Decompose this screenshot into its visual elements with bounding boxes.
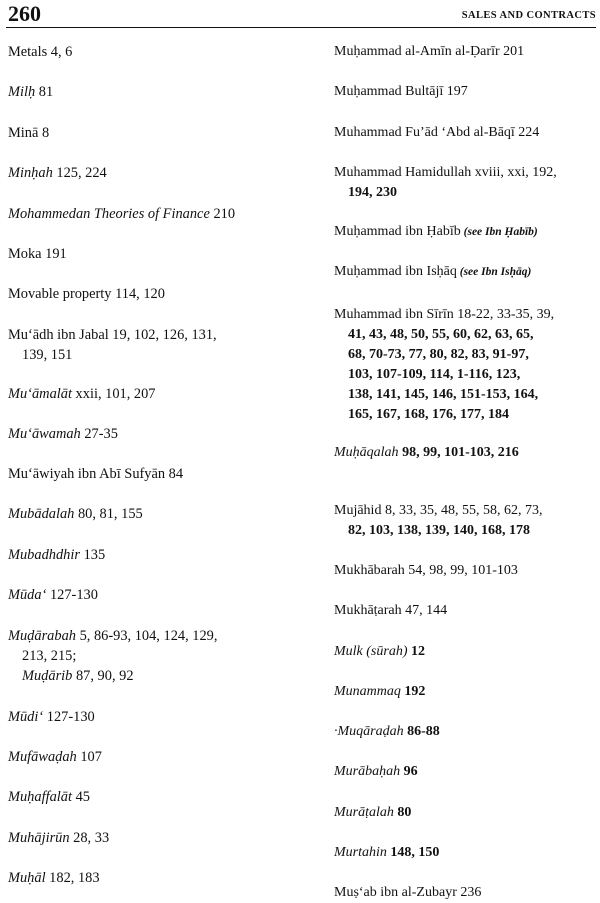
index-entry — [8, 325, 308, 365]
index-term: Muḥāqalah — [334, 445, 399, 460]
index-entry — [334, 722, 596, 742]
index-pages: 135 — [79, 547, 106, 563]
index-term: Mu‘āwiyah ibn Abī Sufyān 84 — [8, 466, 184, 482]
index-term: Murābaḥah — [334, 764, 401, 779]
index-entry — [334, 123, 596, 143]
page-header — [8, 2, 596, 28]
index-entry — [8, 504, 308, 524]
index-term: Muhammad Hamidullah xviii, xxi, 192, — [334, 165, 557, 180]
index-entry — [8, 626, 308, 686]
index-entry — [8, 284, 308, 304]
index-entry — [334, 222, 596, 242]
index-term: Muḥāl — [8, 870, 46, 886]
index-pages-continued: 68, 70-73, 77, 80, 82, 83, 91-97, — [348, 347, 529, 362]
index-pages-continued: 41, 43, 48, 50, 55, 60, 62, 63, 65, — [348, 327, 534, 342]
index-pages: 81 — [35, 84, 54, 100]
header-rule — [6, 27, 596, 28]
index-pages-continued: 103, 107-109, 114, 1-116, 123, — [348, 367, 521, 382]
index-term: Murāṭalah — [334, 805, 394, 820]
index-term: Muhammad Fu’ād ‘Abd al-Bāqī 224 — [334, 125, 540, 140]
index-entry — [8, 424, 308, 444]
index-term: Muḥammad Bultājī 197 — [334, 84, 468, 99]
index-term: Muhājirūn — [8, 830, 70, 846]
index-term: Minḥah — [8, 165, 53, 181]
index-pages: 86-88 — [403, 724, 440, 739]
index-term: Mujāhid 8, 33, 35, 48, 55, 58, 62, 73, — [334, 503, 543, 518]
index-entry — [334, 642, 596, 662]
index-term: Mūda‘ — [8, 587, 47, 603]
index-subentry: Muḍārib 87, 90, 92 — [22, 668, 134, 684]
index-pages: 96 — [400, 764, 418, 779]
index-pages: 148, 150 — [386, 845, 440, 860]
index-pages: 98, 99, 101-103, 216 — [398, 445, 519, 460]
index-entry — [8, 42, 308, 62]
index-pages: 12 — [407, 644, 425, 659]
index-entry — [334, 443, 596, 463]
index-term: Movable property 114, 120 — [8, 286, 165, 302]
index-pages: 5, 86-93, 104, 124, 129, — [75, 628, 218, 644]
index-entry — [8, 123, 308, 143]
index-pages-continued: 165, 167, 168, 176, 177, 184 — [348, 407, 509, 422]
index-pages: 127-130 — [43, 709, 95, 725]
index-term: Mūdi‘ — [8, 709, 44, 725]
cross-reference: (see Ibn Ḥabīb) — [460, 226, 538, 238]
index-entry — [334, 843, 596, 863]
index-term: Munammaq — [334, 684, 401, 699]
index-pages: 192 — [400, 684, 426, 699]
index-term: Moka 191 — [8, 246, 67, 262]
index-pages: 45 — [71, 789, 90, 805]
index-term: Mu‘āmalāt — [8, 386, 72, 402]
index-pages: 107 — [76, 749, 102, 765]
index-pages: 80 — [393, 805, 412, 820]
index-pages-continued: 194, 230 — [348, 185, 397, 200]
index-entry — [8, 707, 308, 727]
index-entry — [334, 305, 596, 425]
index-term: Muhammad ibn Sīrīn 18-22, 33-35, 39, — [334, 307, 555, 322]
index-entry — [334, 762, 596, 782]
index-term: Mu‘ādh ibn Jabal 19, 102, 126, 131, — [8, 327, 217, 343]
index-pages: 87, 90, 92 — [72, 668, 134, 684]
index-entry — [334, 561, 596, 581]
index-term: Murtahin — [334, 845, 387, 860]
cross-reference: (see Ibn Isḥāq) — [456, 266, 532, 278]
index-pages: 125, 224 — [52, 165, 107, 181]
index-pages-continued: 213, 215; — [22, 648, 77, 664]
index-entry — [8, 244, 308, 264]
index-term: Mohammedan Theories of Finance — [8, 206, 210, 222]
index-pages: 182, 183 — [45, 870, 100, 886]
index-entry — [8, 585, 308, 605]
index-entry — [334, 42, 596, 62]
index-entry — [334, 803, 596, 823]
index-term: Mukhāṭarah 47, 144 — [334, 603, 448, 618]
index-entry — [8, 828, 308, 848]
index-term: ·Muqāraḍah — [334, 724, 404, 739]
index-entry — [334, 601, 596, 621]
index-term: Mu‘āwamah — [8, 426, 81, 442]
index-term: Muḥammad ibn Ḥabīb — [334, 224, 461, 239]
index-pages-continued: 139, 151 — [22, 347, 73, 363]
index-entry — [8, 868, 308, 888]
index-entry — [334, 682, 596, 702]
index-term: Muḍārabah — [8, 628, 76, 644]
index-term: Mulk (sūrah) — [334, 644, 408, 659]
index-entry — [334, 883, 596, 903]
index-pages: xxii, 101, 207 — [71, 386, 156, 402]
index-term: Mufāwaḍah — [8, 749, 77, 765]
index-entry — [8, 384, 308, 404]
index-entry — [8, 82, 308, 102]
index-entry — [8, 787, 308, 807]
index-entry — [8, 464, 308, 484]
index-term: Minā 8 — [8, 125, 50, 141]
index-term: Mukhābarah 54, 98, 99, 101-103 — [334, 563, 518, 578]
index-term: Muḥaffalāt — [8, 789, 72, 805]
index-term: Muḥammad al-Amīn al-Ḍarīr 201 — [334, 44, 525, 59]
index-pages: 27-35 — [80, 426, 118, 442]
index-entry — [8, 545, 308, 565]
index-entry — [334, 82, 596, 102]
index-term: Muḥammad ibn Isḥāq — [334, 264, 457, 279]
index-term: Metals 4, 6 — [8, 44, 73, 60]
index-entry — [8, 204, 308, 224]
index-pages: 127-130 — [46, 587, 98, 603]
index-term: Mubādalah — [8, 506, 75, 522]
index-pages: 28, 33 — [69, 830, 110, 846]
index-pages: 80, 81, 155 — [74, 506, 143, 522]
index-entry — [334, 262, 596, 282]
index-entry — [334, 501, 596, 541]
index-pages-continued: 138, 141, 145, 146, 151-153, 164, — [348, 387, 539, 402]
index-entry — [8, 747, 308, 767]
running-title: SALES AND CONTRACTS — [461, 10, 596, 21]
index-pages-continued: 82, 103, 138, 139, 140, 168, 178 — [348, 523, 530, 538]
index-term: Muṣ‘ab ibn al-Zubayr 236 — [334, 885, 482, 900]
index-pages: 210 — [209, 206, 236, 222]
index-entry — [334, 163, 596, 203]
index-entry — [8, 163, 308, 183]
page-number: 260 — [8, 1, 41, 26]
index-term: Milḥ — [8, 84, 36, 100]
index-term: Mubadhdhir — [8, 547, 80, 563]
